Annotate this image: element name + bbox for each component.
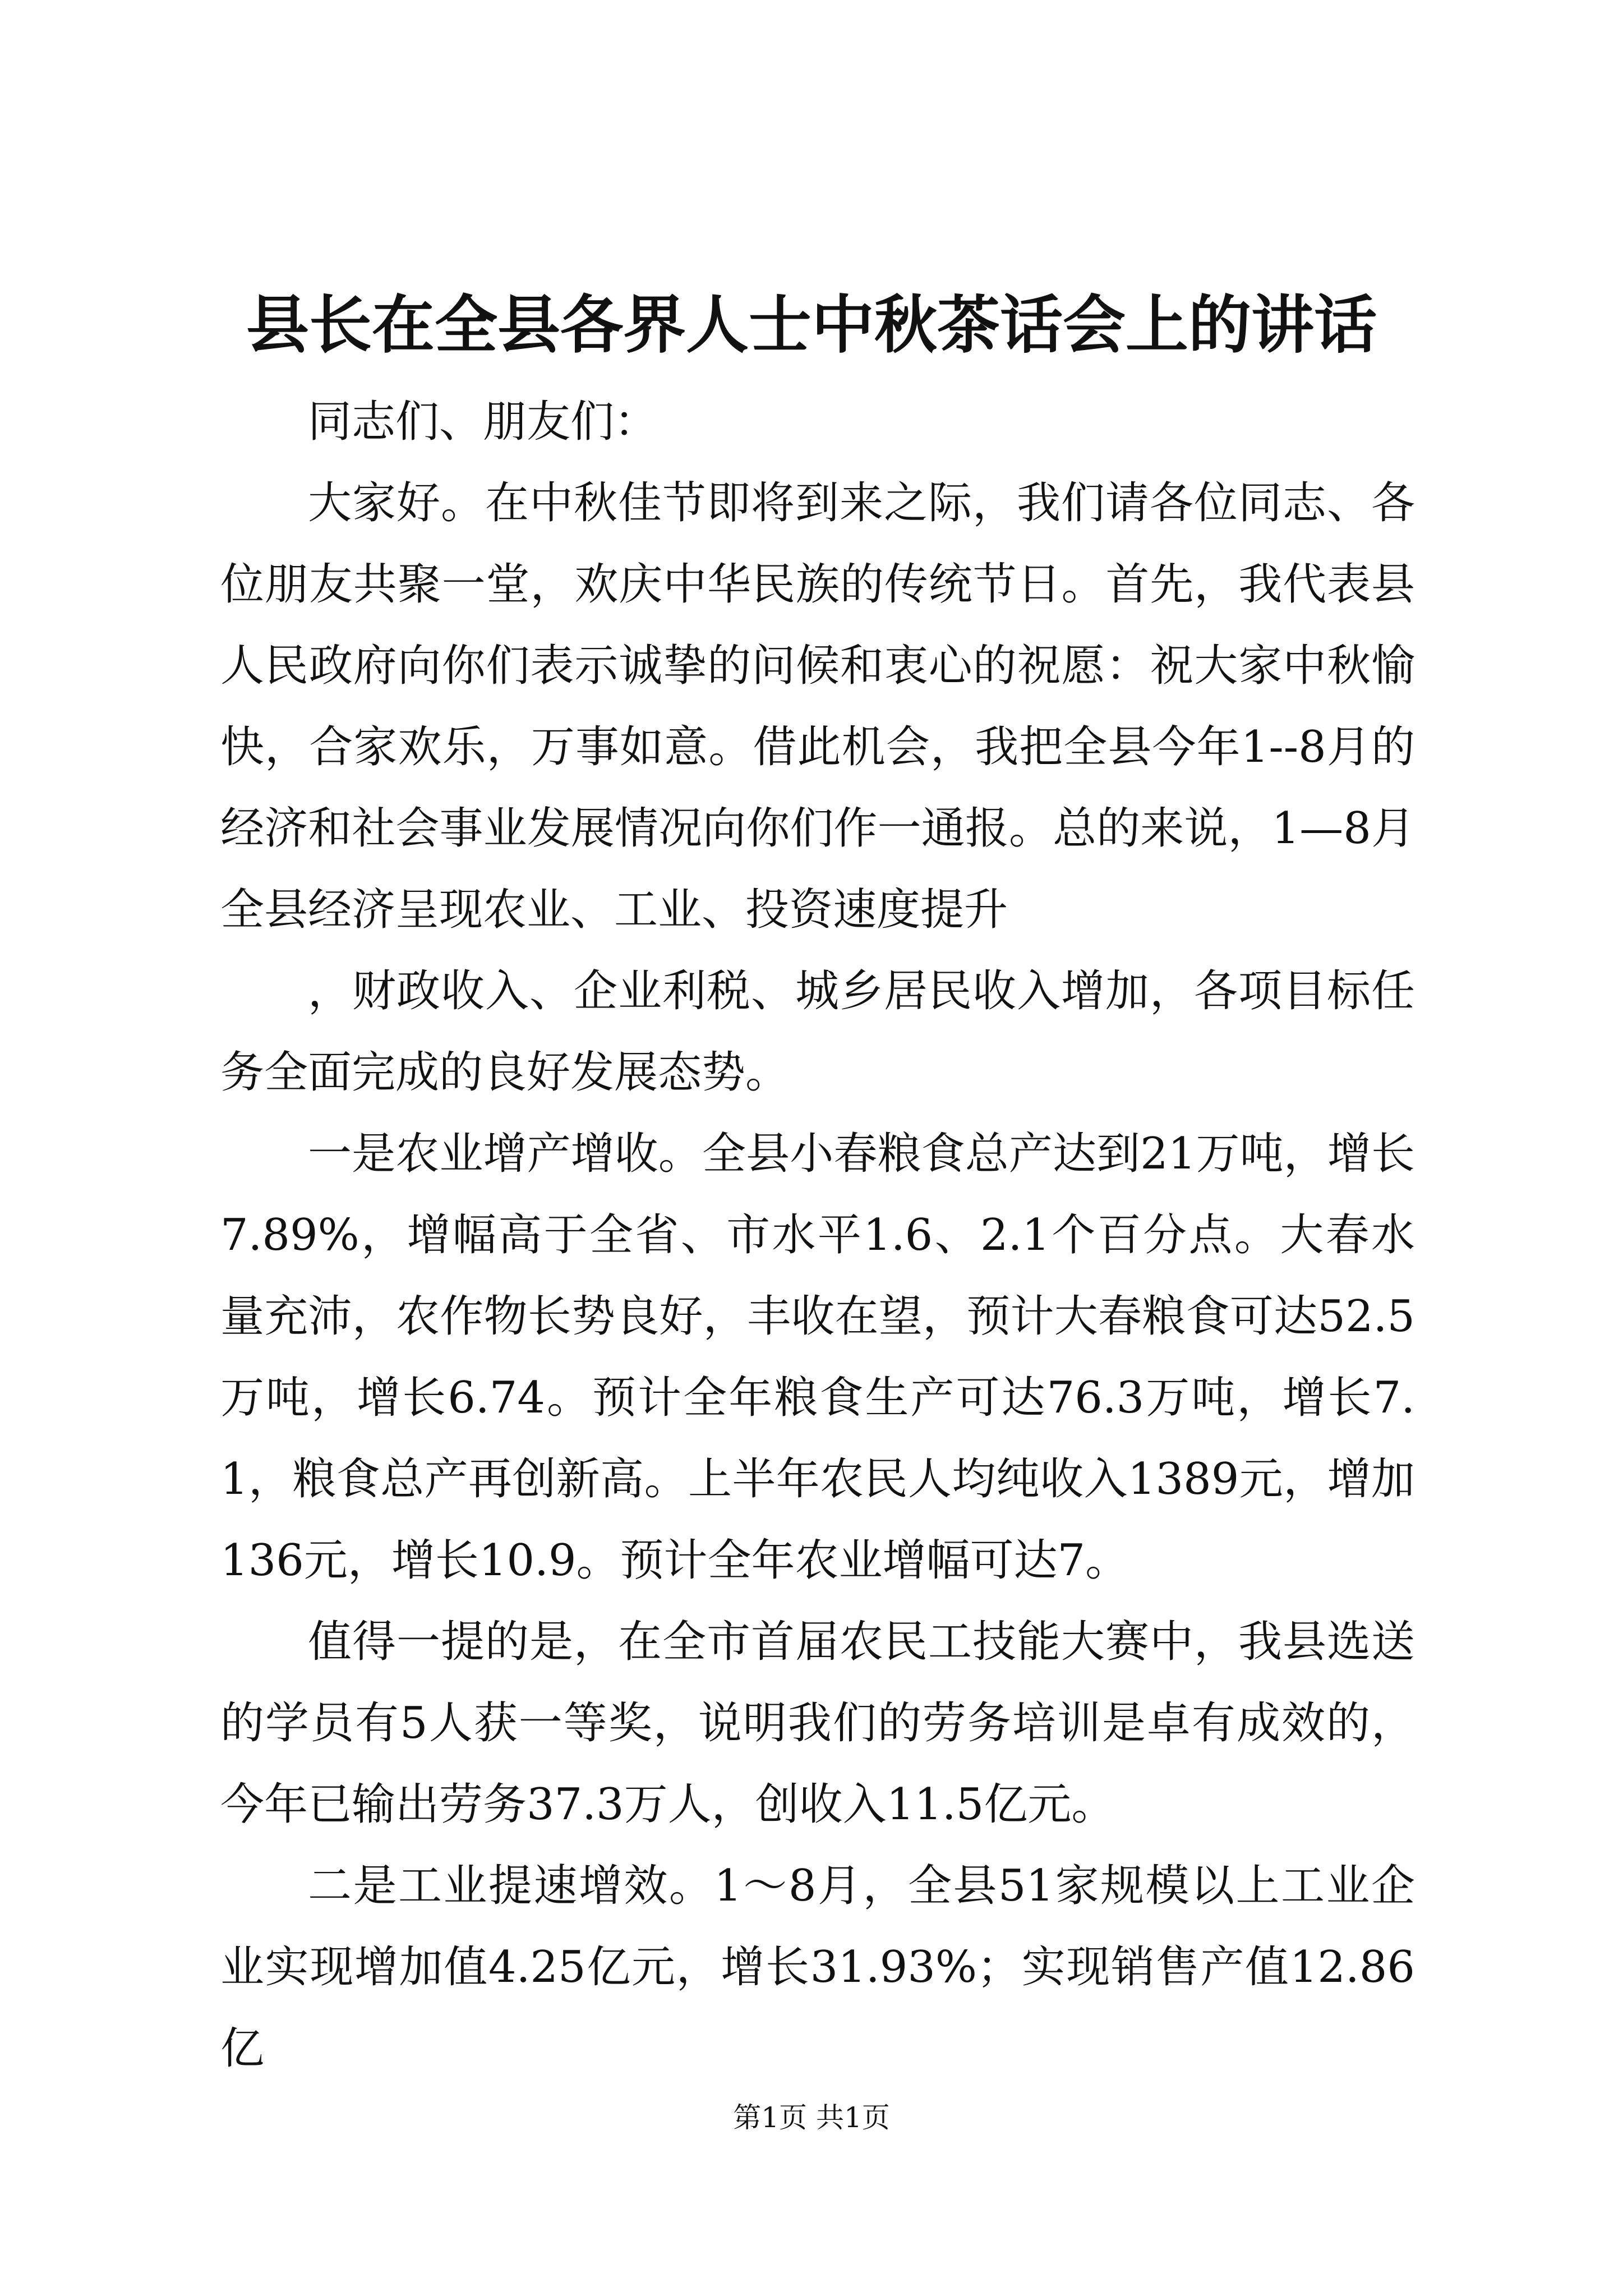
paragraph: 值得一提的是，在全市首届农民工技能大赛中，我县选送的学员有5人获一等奖，说明我们的劳务培训是卓有成效的，今年已输出劳务37.3万人，创收入11.5亿元。 [220,1617,1415,1830]
paragraph: 大家好。在中秋佳节即将到来之际，我们请各位同志、各位朋友共聚一堂，欢庆中华民族的传统节日。首先，我代表县人民政府向你们表示诚挚的问候和衷心的祝愿：祝大家中秋愉快，合家欢乐，万事如意。借此机会，我把全县今年1--8月的经济和社会事业发展情况向你们作一通报。总的来说，1—8月全县经济呈现农业、工业、投资速度提升 [220,478,1415,935]
paragraph: 一是农业增产增收。全县小春粮食总产达到21万吨，增长7.89%，增幅高于全省、市水平1.6、2.1个百分点。大春水量充沛，农作物长势良好，丰收在望，预计大春粮食可达52.5万吨，增长6.74。预计全年粮食生产可达76.3万吨，增长7.1，粮食总产再创新高。上半年农民人均纯收入1389元，增加136元，增长10.9。预计全年农业增幅可达7。 [220,1129,1415,1586]
document-body [220,381,1415,2090]
document-title: 县长在全县各界人士中秋茶话会上的讲话 [246,288,1377,362]
page-footer: 第1页 共1页 [733,2101,890,2134]
paragraph: ，财政收入、企业利税、城乡居民收入增加，各项目标任务全面完成的良好发展态势。 [220,966,1415,1098]
paragraph: 同志们、朋友们： [308,397,658,447]
paragraph: 二是工业提速增效。1～8月，全县51家规模以上工业企业实现增加值4.25亿元，增长31.93%；实现销售产值12.86亿 [220,1861,1415,2074]
